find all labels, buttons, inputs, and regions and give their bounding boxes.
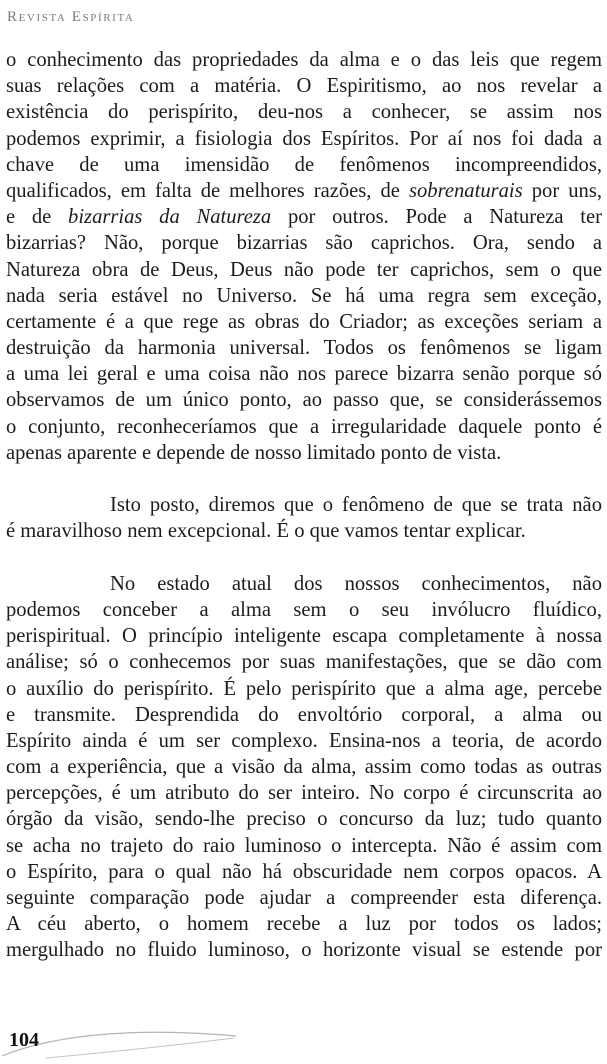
text-line: No estado atual dos nossos conhecimentos, não bbox=[110, 572, 602, 595]
text-line: perispiritual. O princípio inteligente escapa completamente à nossa bbox=[6, 625, 602, 648]
text-line: chave de uma imensidão de fenômenos incompreendidos, bbox=[6, 153, 602, 176]
italic-term: sobrenaturais bbox=[409, 179, 523, 202]
text-line: órgão da visão, sendo-lhe preciso o concurso da luz; tudo quanto bbox=[6, 808, 602, 831]
text-line: bizarrias? Não, porque bizarrias são caprichos. Ora, sendo a bbox=[6, 232, 602, 255]
text-line bbox=[6, 178, 602, 204]
text-line: podemos conceber a alma sem o seu invólucro fluídico, bbox=[6, 598, 602, 621]
italic-term: bizarrias da Natureza bbox=[68, 206, 272, 229]
text-line: a uma lei geral e uma coisa não nos parece bizarra senão porque só bbox=[6, 363, 602, 386]
text-line: e transmite. Desprendida do envoltório corporal, a alma ou bbox=[6, 703, 602, 726]
text-line: observamos de um único ponto, ao passo que, se considerássemos bbox=[6, 389, 602, 412]
text-run: qualificados, em falta de melhores razões, de bbox=[6, 179, 409, 202]
text-line: mergulhado no fluido luminoso, o horizonte visual se estende por bbox=[6, 939, 602, 962]
text-line: podemos exprimir, a fisiologia dos Espíritos. Por aí nos foi dada a bbox=[6, 127, 602, 150]
text-line: apenas aparente e depende de nosso limitado ponto de vista. bbox=[6, 441, 502, 464]
text-run: por outros. Pode a Natureza ter bbox=[271, 206, 602, 229]
text-line: A céu aberto, o homem recebe a luz por todos os lados; bbox=[6, 913, 602, 936]
text-line: existência do perispírito, deu-nos a conhecer, se assim nos bbox=[6, 101, 602, 124]
text-line: o auxílio do perispírito. É pelo perispírito que a alma age, percebe bbox=[6, 677, 602, 700]
text-line: o conhecimento das propriedades da alma e o das leis que regem bbox=[6, 49, 602, 71]
text-line: se acha no trajeto do raio luminoso o intercepta. Não é assim com bbox=[6, 834, 602, 857]
text-line: certamente é a que rege as obras do Criador; as exceções seriam a bbox=[6, 310, 602, 333]
text-line: é maravilhoso nem excepcional. É o que vamos tentar explicar. bbox=[6, 520, 526, 543]
running-header: Revista Espírita bbox=[7, 9, 135, 25]
text-line: percepções, é um atributo do ser inteiro. No corpo é circunscrita ao bbox=[6, 782, 602, 805]
page-number: 104 bbox=[9, 1029, 39, 1051]
body-text bbox=[6, 47, 602, 964]
text-line: o Espírito, para o qual não há obscuridade nem corpos opacos. A bbox=[6, 860, 602, 883]
text-line: seguinte comparação pode ajudar a compreender esta diferença. bbox=[6, 887, 602, 909]
text-line: Espírito ainda é um ser complexo. Ensina-nos a teoria, de acordo bbox=[6, 729, 602, 752]
paragraph-gap bbox=[6, 545, 602, 571]
text-line: Isto posto, diremos que o fenômeno de que se trata não bbox=[110, 494, 602, 517]
text-run: por uns, bbox=[522, 179, 602, 202]
text-line: Natureza obra de Deus, Deus não pode ter caprichos, sem o que bbox=[6, 258, 602, 281]
text-line: com a experiência, que a visão da alma, assim como todas as outras bbox=[6, 756, 602, 779]
text-line: nada seria estável no Universo. Se há uma regra sem exceção, bbox=[6, 284, 602, 307]
text-run: e de bbox=[6, 206, 69, 229]
text-line bbox=[6, 204, 602, 230]
text-line: suas relações com a matéria. O Espiritismo, ao nos revelar a bbox=[6, 75, 602, 98]
paragraph-gap bbox=[6, 466, 602, 492]
text-line: destruição da harmonia universal. Todos os fenômenos se ligam bbox=[6, 337, 602, 360]
text-line: o conjunto, reconheceríamos que a irregularidade daquele ponto é bbox=[6, 415, 602, 438]
text-line: análise; só o conhecemos por suas manifestações, que se dão com bbox=[6, 651, 602, 674]
